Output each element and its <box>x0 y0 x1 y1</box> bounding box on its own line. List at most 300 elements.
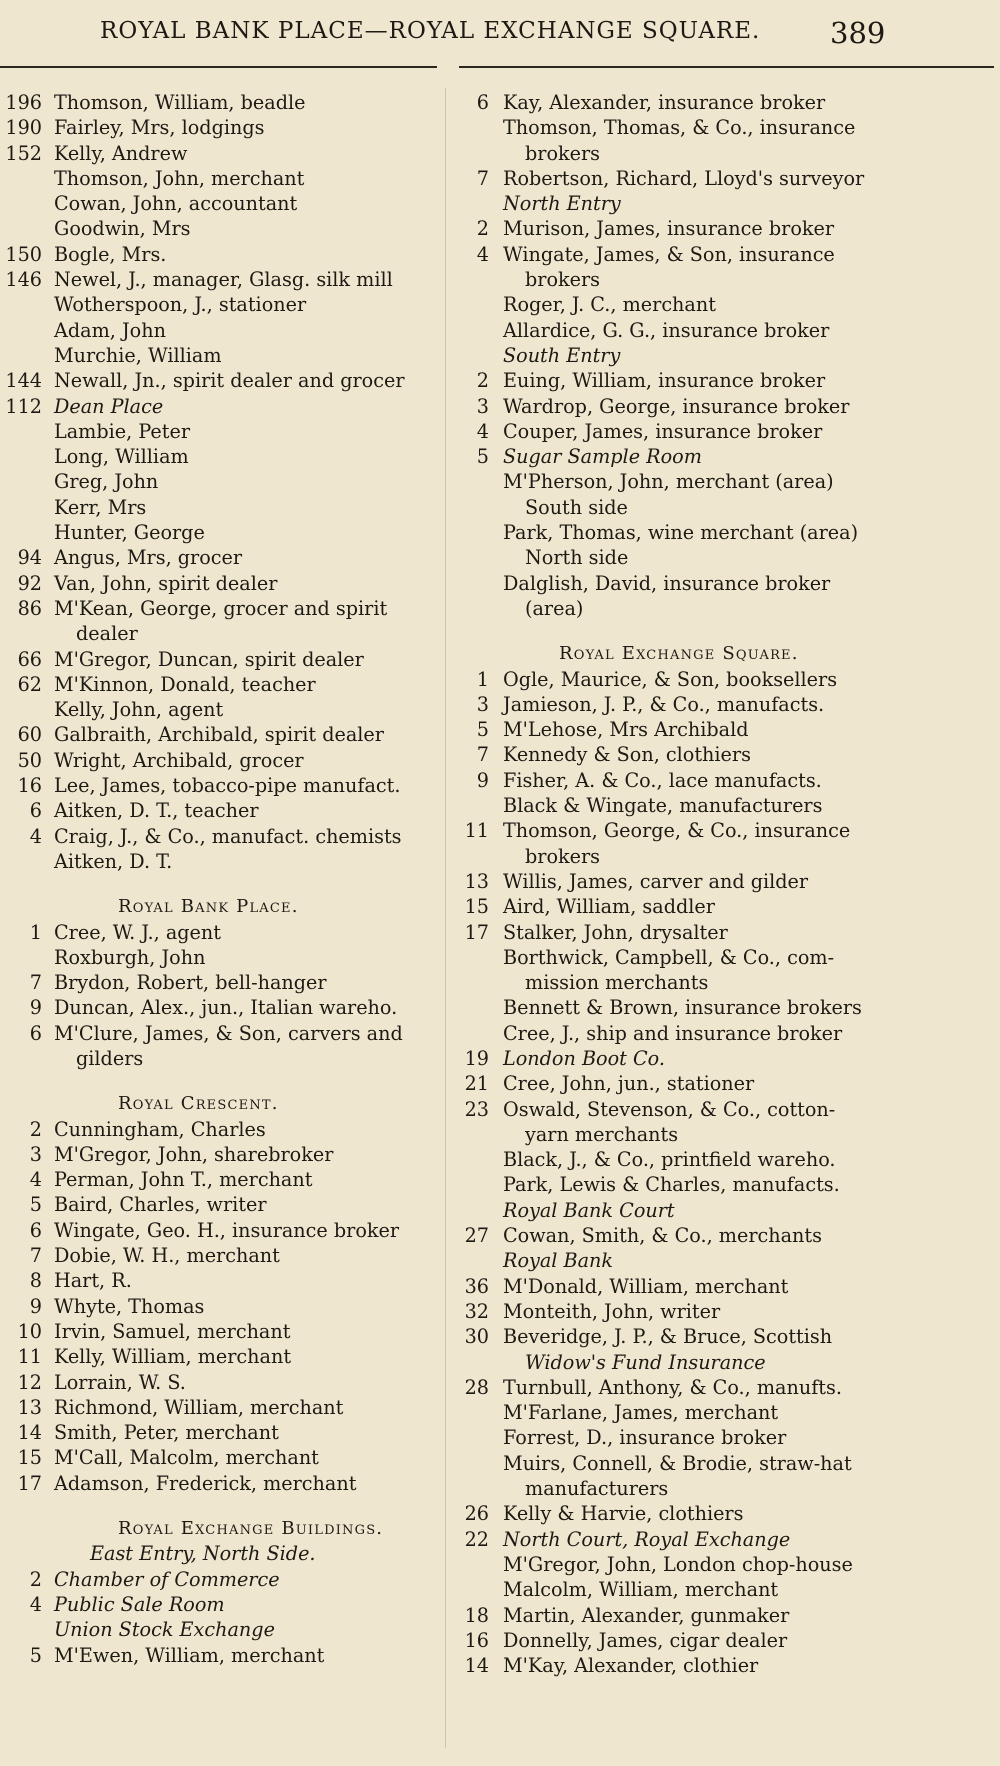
house-number: 15 <box>17 1446 42 1470</box>
house-number: 17 <box>17 1471 42 1495</box>
house-number: 196 <box>5 91 42 114</box>
house-number: 21 <box>464 1072 489 1096</box>
directory-entry <box>0 672 437 697</box>
house-number: 5 <box>29 1643 42 1667</box>
column-divider <box>445 88 446 1748</box>
house-number: 50 <box>17 748 42 772</box>
directory-entry <box>0 596 437 621</box>
house-number: 13 <box>464 869 489 893</box>
house-number: 13 <box>17 1395 42 1419</box>
directory-entry <box>0 1268 437 1293</box>
directory-entry <box>0 90 437 115</box>
entry-text: Ogle, Maurice, & Son, booksellers <box>503 667 838 691</box>
entry-text: South Entry <box>503 343 621 367</box>
directory-entry <box>0 1117 437 1142</box>
entry-text: Aitken, D. T. <box>54 849 173 873</box>
house-number: 3 <box>476 394 489 418</box>
entry-text: Oswald, Stevenson, & Co., cotton- <box>503 1097 836 1121</box>
section-heading <box>0 1091 437 1116</box>
directory-entry <box>459 242 994 267</box>
directory-entry <box>459 1476 994 1501</box>
directory-entry <box>0 242 437 267</box>
entry-text: Kay, Alexander, insurance broker <box>503 91 826 114</box>
entry-text: Lambie, Peter <box>54 419 190 443</box>
entry-text: Kerr, Mrs <box>54 495 147 519</box>
house-number: 32 <box>464 1299 489 1323</box>
entry-text: Fisher, A. & Co., lace manufacts. <box>503 768 822 792</box>
house-number: 152 <box>5 141 42 165</box>
entry-text: Turnbull, Anthony, & Co., manufts. <box>503 1375 842 1399</box>
entry-text: Kelly & Harvie, clothiers <box>503 1502 744 1526</box>
directory-entry <box>0 1021 437 1046</box>
directory-entry <box>459 894 994 919</box>
entry-text: Stalker, John, drysalter <box>503 920 728 944</box>
house-number: 4 <box>476 419 489 443</box>
directory-entry <box>459 1603 994 1628</box>
directory-entry <box>459 267 994 292</box>
entry-text: Black, J., & Co., printfield wareho. <box>503 1148 836 1172</box>
house-number: 6 <box>29 1021 42 1045</box>
house-number: 9 <box>29 996 42 1020</box>
house-number: 1 <box>476 667 489 691</box>
house-number: 4 <box>476 242 489 266</box>
entry-text: Wardrop, George, insurance broker <box>503 394 850 418</box>
directory-entry <box>459 742 994 767</box>
entry-text: Baird, Charles, writer <box>54 1193 267 1217</box>
entry-text: Roxburgh, John <box>54 945 206 969</box>
entry-text: Dean Place <box>54 394 164 418</box>
directory-entry <box>0 520 437 545</box>
entry-text: M'Kean, George, grocer and spirit <box>54 596 388 620</box>
house-number: 146 <box>5 268 42 292</box>
directory-entry <box>0 1319 437 1344</box>
house-number: 94 <box>17 546 42 570</box>
directory-entry <box>0 773 437 798</box>
right-column <box>459 90 994 1678</box>
directory-entry <box>459 1628 994 1653</box>
house-number: 5 <box>476 445 489 469</box>
house-number: 5 <box>476 718 489 742</box>
entry-text: Royal Crescent. <box>118 1093 279 1115</box>
directory-entry <box>459 318 994 343</box>
directory-entry <box>459 1046 994 1071</box>
house-number: 10 <box>17 1319 42 1343</box>
directory-entry <box>0 191 437 216</box>
entry-text: Royal Bank Court <box>503 1198 675 1222</box>
directory-entry <box>459 1527 994 1552</box>
house-number: 7 <box>476 166 489 190</box>
entry-text: Roger, J. C., merchant <box>503 293 716 317</box>
house-number: 1 <box>29 920 42 944</box>
house-number: 19 <box>464 1046 489 1070</box>
directory-entry <box>0 824 437 849</box>
directory-entry <box>459 90 994 115</box>
entry-text: Newall, Jn., spirit dealer and grocer <box>54 369 405 393</box>
directory-entry <box>459 793 994 818</box>
house-number: 11 <box>17 1345 42 1369</box>
entry-text: Van, John, spirit dealer <box>54 571 278 595</box>
entry-text: North side <box>525 546 629 570</box>
directory-entry <box>459 1552 994 1577</box>
entry-text: Black & Wingate, manufacturers <box>503 794 823 818</box>
directory-entry <box>0 1344 437 1369</box>
directory-entry <box>0 1496 437 1516</box>
house-number: 23 <box>464 1097 489 1121</box>
house-number: 14 <box>464 1654 489 1678</box>
entry-text: Adamson, Frederick, merchant <box>54 1471 357 1495</box>
directory-entry <box>0 571 437 596</box>
house-number: 3 <box>29 1142 42 1166</box>
house-number: 4 <box>29 1168 42 1192</box>
entry-text: Royal Exchange Square. <box>559 643 799 665</box>
house-number: 2 <box>476 217 489 241</box>
directory-entry <box>459 394 994 419</box>
page-number: 389 <box>830 16 886 50</box>
entry-text: Cunningham, Charles <box>54 1117 266 1141</box>
entry-text: Whyte, Thomas <box>54 1294 205 1318</box>
entry-text: Richmond, William, merchant <box>54 1395 344 1419</box>
directory-entry <box>0 495 437 520</box>
entry-text: Bogle, Mrs. <box>54 242 167 266</box>
entry-text: Royal Bank Place. <box>118 896 299 918</box>
entry-text: Widow's Fund Insurance <box>525 1350 766 1374</box>
house-number: 22 <box>464 1527 489 1551</box>
entry-text: North Court, Royal Exchange <box>503 1527 791 1551</box>
entry-text: Kelly, Andrew <box>54 141 188 165</box>
entry-text: M'Lehose, Mrs Archibald <box>503 718 749 742</box>
house-number: 3 <box>476 692 489 716</box>
directory-entry <box>459 216 994 241</box>
entry-text: Martin, Alexander, gunmaker <box>503 1603 790 1627</box>
section-heading <box>0 894 437 919</box>
entry-text: Aitken, D. T., teacher <box>54 799 259 823</box>
directory-entry <box>459 1071 994 1096</box>
entry-text: mission merchants <box>525 971 709 995</box>
house-number: 4 <box>29 1592 42 1616</box>
house-number: 7 <box>29 971 42 995</box>
entry-text: Royal Bank <box>503 1249 614 1273</box>
directory-entry <box>0 469 437 494</box>
house-number: 6 <box>29 799 42 823</box>
directory-entry <box>0 748 437 773</box>
entry-text: Willis, James, carver and gilder <box>503 869 809 893</box>
house-number: 190 <box>5 116 42 140</box>
house-number: 92 <box>17 571 42 595</box>
house-number: 27 <box>464 1224 489 1248</box>
directory-entry <box>0 394 437 419</box>
entry-text: South side <box>525 495 628 519</box>
entry-text: Beveridge, J. P., & Bruce, Scottish <box>503 1325 833 1349</box>
directory-entry <box>459 1400 994 1425</box>
directory-entry <box>0 343 437 368</box>
directory-entry <box>0 647 437 672</box>
entry-text: M'Gregor, John, London chop-house <box>503 1552 853 1576</box>
entry-text: M'Pherson, John, merchant (area) <box>503 470 834 494</box>
entry-text: brokers <box>525 268 601 292</box>
header-rule-right <box>459 66 994 68</box>
entry-text: Kennedy & Son, clothiers <box>503 743 751 767</box>
directory-entry <box>459 1198 994 1223</box>
directory-entry <box>0 444 437 469</box>
directory-entry <box>459 844 994 869</box>
directory-entry <box>459 1223 994 1248</box>
directory-entry <box>0 874 437 894</box>
entry-text: Hart, R. <box>54 1269 132 1293</box>
house-number: 8 <box>29 1269 42 1293</box>
entry-text: M'Kinnon, Donald, teacher <box>54 672 316 696</box>
entry-text: Kelly, William, merchant <box>54 1345 292 1369</box>
directory-entry <box>0 995 437 1020</box>
directory-entry <box>459 343 994 368</box>
directory-entry <box>459 1021 994 1046</box>
house-number: 36 <box>464 1274 489 1298</box>
entry-text: Craig, J., & Co., manufact. chemists <box>54 824 402 848</box>
entry-text: Thomson, John, merchant <box>54 166 305 190</box>
directory-entry <box>459 191 994 216</box>
directory-entry <box>0 1167 437 1192</box>
directory-entry <box>459 945 994 970</box>
house-number: 2 <box>29 1117 42 1141</box>
entry-text: Muirs, Connell, & Brodie, straw-hat <box>503 1451 852 1475</box>
house-number: 26 <box>464 1502 489 1526</box>
entry-text: Malcolm, William, merchant <box>503 1578 779 1602</box>
section-heading <box>0 1516 437 1541</box>
running-title: ROYAL BANK PLACE—ROYAL EXCHANGE SQUARE. <box>100 18 761 44</box>
entry-text: Long, William <box>54 445 189 469</box>
directory-entry <box>459 1147 994 1172</box>
entry-text: Park, Lewis & Charles, manufacts. <box>503 1173 840 1197</box>
directory-entry <box>0 1643 437 1668</box>
entry-text: Lorrain, W. S. <box>54 1370 186 1394</box>
directory-entry <box>0 798 437 823</box>
entry-text: Hunter, George <box>54 521 205 545</box>
entry-text: Chamber of Commerce <box>54 1567 280 1591</box>
house-number: 60 <box>17 723 42 747</box>
directory-entry <box>459 1172 994 1197</box>
house-number: 30 <box>464 1325 489 1349</box>
house-number: 15 <box>464 895 489 919</box>
directory-entry <box>0 697 437 722</box>
directory-entry <box>459 368 994 393</box>
directory-entry <box>0 545 437 570</box>
house-number: 9 <box>476 768 489 792</box>
entry-text: Cowan, Smith, & Co., merchants <box>503 1224 822 1248</box>
directory-entry <box>459 520 994 545</box>
directory-entry <box>0 1420 437 1445</box>
directory-entry <box>459 115 994 140</box>
directory-entry <box>459 1451 994 1476</box>
house-number: 7 <box>476 743 489 767</box>
entry-text: Donnelly, James, cigar dealer <box>503 1628 788 1652</box>
entry-text: London Boot Co. <box>503 1046 665 1070</box>
directory-entry <box>0 419 437 444</box>
entry-text: Public Sale Room <box>54 1592 225 1616</box>
house-number: 14 <box>17 1421 42 1445</box>
entry-text: Angus, Mrs, grocer <box>54 546 243 570</box>
entry-text: Cree, W. J., agent <box>54 920 221 944</box>
entry-text: gilders <box>76 1046 144 1070</box>
entry-text: Euing, William, insurance broker <box>503 369 826 393</box>
entry-text: Wotherspoon, J., stationer <box>54 293 307 317</box>
house-number: 16 <box>17 774 42 798</box>
entry-text: Greg, John <box>54 470 159 494</box>
directory-entry <box>0 318 437 343</box>
directory-entry <box>459 545 994 570</box>
directory-entry <box>0 1471 437 1496</box>
directory-entry <box>0 1567 437 1592</box>
entry-text: Sugar Sample Room <box>503 445 702 469</box>
directory-entry <box>0 216 437 241</box>
directory-entry <box>0 970 437 995</box>
entry-text: M'Ewen, William, merchant <box>54 1643 325 1667</box>
entry-text: Kelly, John, agent <box>54 698 224 722</box>
entry-text: Jamieson, J. P., & Co., manufacts. <box>503 692 825 716</box>
directory-entry <box>459 1577 994 1602</box>
entry-text: Goodwin, Mrs <box>54 217 191 241</box>
directory-entry <box>0 1617 437 1642</box>
entry-text: manufacturers <box>525 1477 669 1501</box>
entry-text: Lee, James, tobacco-pipe manufact. <box>54 774 401 798</box>
directory-entry <box>459 141 994 166</box>
directory-entry <box>459 1425 994 1450</box>
directory-entry <box>0 1142 437 1167</box>
directory-entry <box>0 1445 437 1470</box>
directory-entry <box>0 920 437 945</box>
directory-entry <box>459 621 994 641</box>
directory-entry <box>459 869 994 894</box>
entry-text: Murchie, William <box>54 343 222 367</box>
house-number: 6 <box>29 1218 42 1242</box>
directory-entry <box>0 621 437 646</box>
entry-text: Irvin, Samuel, merchant <box>54 1319 291 1343</box>
house-number: 18 <box>464 1603 489 1627</box>
entry-text: Wright, Archibald, grocer <box>54 748 304 772</box>
directory-entry <box>0 1192 437 1217</box>
directory-entry <box>459 1653 994 1678</box>
house-number: 150 <box>5 242 42 266</box>
directory-entry <box>459 717 994 742</box>
directory-entry <box>459 768 994 793</box>
entry-text: yarn merchants <box>525 1122 679 1146</box>
directory-entry <box>459 1274 994 1299</box>
directory-entry <box>0 1370 437 1395</box>
entry-text: Thomson, George, & Co., insurance <box>503 819 851 843</box>
directory-entry <box>459 1299 994 1324</box>
entry-text: Brydon, Robert, bell-hanger <box>54 971 327 995</box>
entry-text: Robertson, Richard, Lloyd's surveyor <box>503 166 865 190</box>
directory-entry <box>459 1097 994 1122</box>
directory-entry <box>459 1248 994 1273</box>
entry-text: Dalglish, David, insurance broker <box>503 571 831 595</box>
house-number: 11 <box>464 819 489 843</box>
entry-text: Thomson, Thomas, & Co., insurance <box>503 116 856 140</box>
house-number: 66 <box>17 647 42 671</box>
house-number: 144 <box>5 369 42 393</box>
directory-entry <box>459 292 994 317</box>
house-number: 12 <box>17 1370 42 1394</box>
directory-entry <box>459 692 994 717</box>
entry-text: Murison, James, insurance broker <box>503 217 835 241</box>
directory-entry <box>459 469 994 494</box>
entry-text: Allardice, G. G., insurance broker <box>503 318 830 342</box>
house-number: 17 <box>464 920 489 944</box>
entry-text: Park, Thomas, wine merchant (area) <box>503 521 859 545</box>
entry-text: brokers <box>525 844 601 868</box>
directory-entry <box>0 1071 437 1091</box>
directory-entry <box>459 166 994 191</box>
directory-entry <box>459 596 994 621</box>
entry-text: Couper, James, insurance broker <box>503 419 823 443</box>
directory-entry <box>459 1324 994 1349</box>
directory-entry <box>459 1501 994 1526</box>
entry-text: Wingate, James, & Son, insurance <box>503 242 835 266</box>
header-rule-left <box>0 66 437 68</box>
directory-entry <box>459 970 994 995</box>
entry-text: M'Kay, Alexander, clothier <box>503 1654 759 1678</box>
directory-entry <box>0 1294 437 1319</box>
entry-text: M'Gregor, Duncan, spirit dealer <box>54 647 364 671</box>
directory-entry <box>0 1592 437 1617</box>
house-number: 6 <box>476 91 489 114</box>
entry-text: Wingate, Geo. H., insurance broker <box>54 1218 400 1242</box>
directory-entry <box>459 920 994 945</box>
house-number: 4 <box>29 824 42 848</box>
house-number: 2 <box>29 1567 42 1591</box>
directory-entry <box>0 267 437 292</box>
directory-entry <box>459 571 994 596</box>
house-number: 28 <box>464 1375 489 1399</box>
directory-entry <box>459 1122 994 1147</box>
directory-entry <box>0 1395 437 1420</box>
directory-entry <box>459 995 994 1020</box>
entry-text: M'Call, Malcolm, merchant <box>54 1446 319 1470</box>
entry-text: Cree, John, jun., stationer <box>503 1072 755 1096</box>
house-number: 7 <box>29 1244 42 1268</box>
entry-text: Newel, J., manager, Glasg. silk mill <box>54 268 393 292</box>
directory-entry <box>0 115 437 140</box>
entry-text: brokers <box>525 141 601 165</box>
entry-text: Borthwick, Campbell, & Co., com- <box>503 945 835 969</box>
directory-entry <box>459 444 994 469</box>
entry-text: Cree, J., ship and insurance broker <box>503 1021 843 1045</box>
house-number: 62 <box>17 672 42 696</box>
section-heading <box>459 641 994 666</box>
entry-text: M'Donald, William, merchant <box>503 1274 789 1298</box>
entry-text: Adam, John <box>54 318 166 342</box>
house-number: 112 <box>5 394 42 418</box>
directory-entry <box>0 141 437 166</box>
house-number: 5 <box>29 1193 42 1217</box>
house-number: 16 <box>464 1628 489 1652</box>
entry-text: Smith, Peter, merchant <box>54 1421 279 1445</box>
entry-text: Monteith, John, writer <box>503 1299 721 1323</box>
directory-entry <box>459 667 994 692</box>
directory-entry <box>459 818 994 843</box>
entry-text: East Entry, North Side. <box>90 1542 316 1566</box>
directory-entry <box>0 1243 437 1268</box>
house-number: 9 <box>29 1294 42 1318</box>
directory-entry <box>0 166 437 191</box>
directory-entry <box>0 1541 437 1566</box>
entry-text: Perman, John T., merchant <box>54 1168 313 1192</box>
entry-text: Dobie, W. H., merchant <box>54 1244 280 1268</box>
directory-entry <box>0 1046 437 1071</box>
entry-text: Bennett & Brown, insurance brokers <box>503 996 862 1020</box>
directory-entry <box>459 1375 994 1400</box>
directory-entry <box>459 419 994 444</box>
directory-entry <box>0 368 437 393</box>
entry-text: Union Stock Exchange <box>54 1618 275 1642</box>
